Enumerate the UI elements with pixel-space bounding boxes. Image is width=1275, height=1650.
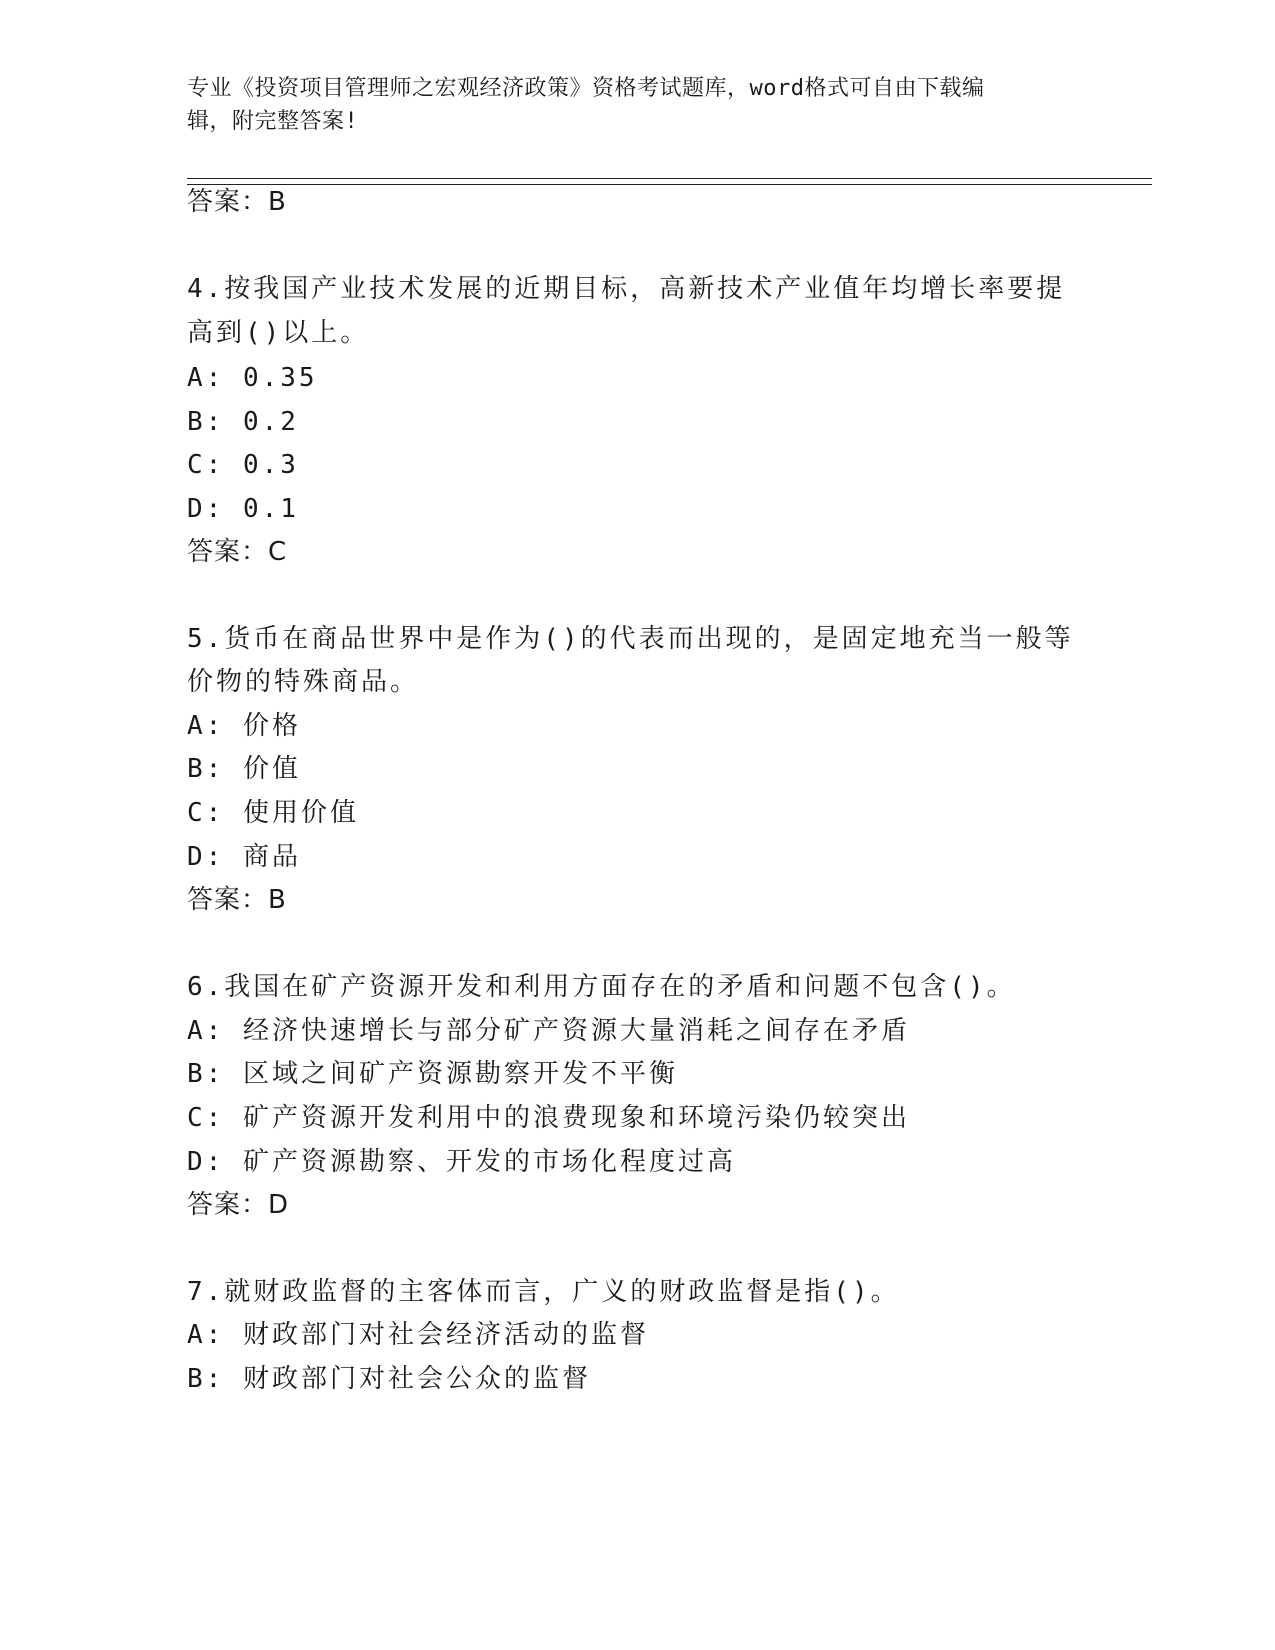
header-rule-bottom (187, 184, 1152, 185)
question-5-option-d: D: 商品 (187, 842, 301, 872)
question-7-line-1: 7.就财政监督的主客体而言，广义的财政监督是指()。 (187, 1277, 900, 1307)
question-5-option-b: B: 价值 (187, 754, 301, 784)
question-5-option-a: A: 价格 (187, 711, 301, 741)
question-6-option-a: A: 经济快速增长与部分矿产资源大量消耗之间存在矛盾 (187, 1016, 910, 1046)
question-6-answer: 答案：D (187, 1190, 290, 1220)
question-6-option-d: D: 矿产资源勘察、开发的市场化程度过高 (187, 1147, 736, 1177)
question-6-option-c: C: 矿产资源开发利用中的浪费现象和环境污染仍较突出 (187, 1103, 910, 1133)
question-6-option-b: B: 区域之间矿产资源勘察开发不平衡 (187, 1059, 678, 1089)
header-line-2: 辑，附完整答案! (187, 109, 359, 134)
question-6-line-1: 6.我国在矿产资源开发和利用方面存在的矛盾和问题不包含()。 (187, 972, 1016, 1002)
page-header (187, 72, 1067, 138)
question-4-option-c: C: 0.3 (187, 450, 299, 480)
question-7-option-a: A: 财政部门对社会经济活动的监督 (187, 1320, 649, 1350)
question-5-answer: 答案：B (187, 885, 287, 915)
question-4-option-b: B: 0.2 (187, 407, 299, 437)
question-4-line-1: 4.按我国产业技术发展的近期目标，高新技术产业值年均增长率要提 (187, 274, 1066, 304)
question-5-line-2: 价物的特殊商品。 (187, 667, 420, 697)
question-5-option-c: C: 使用价值 (187, 798, 359, 828)
question-7-option-b: B: 财政部门对社会公众的监督 (187, 1364, 591, 1394)
question-4-option-d: D: 0.1 (187, 494, 299, 524)
header-rule-top (187, 178, 1152, 179)
question-4-answer: 答案：C (187, 537, 288, 567)
answer-prev: 答案：B (187, 187, 287, 217)
header-line-1: 专业《投资项目管理师之宏观经济政策》资格考试题库，word格式可自由下载编 (187, 76, 985, 101)
question-5-line-1: 5.货币在商品世界中是作为()的代表而出现的，是固定地充当一般等 (187, 624, 1074, 654)
question-4-option-a: A: 0.35 (187, 363, 318, 393)
question-4-line-2: 高到()以上。 (187, 318, 370, 348)
